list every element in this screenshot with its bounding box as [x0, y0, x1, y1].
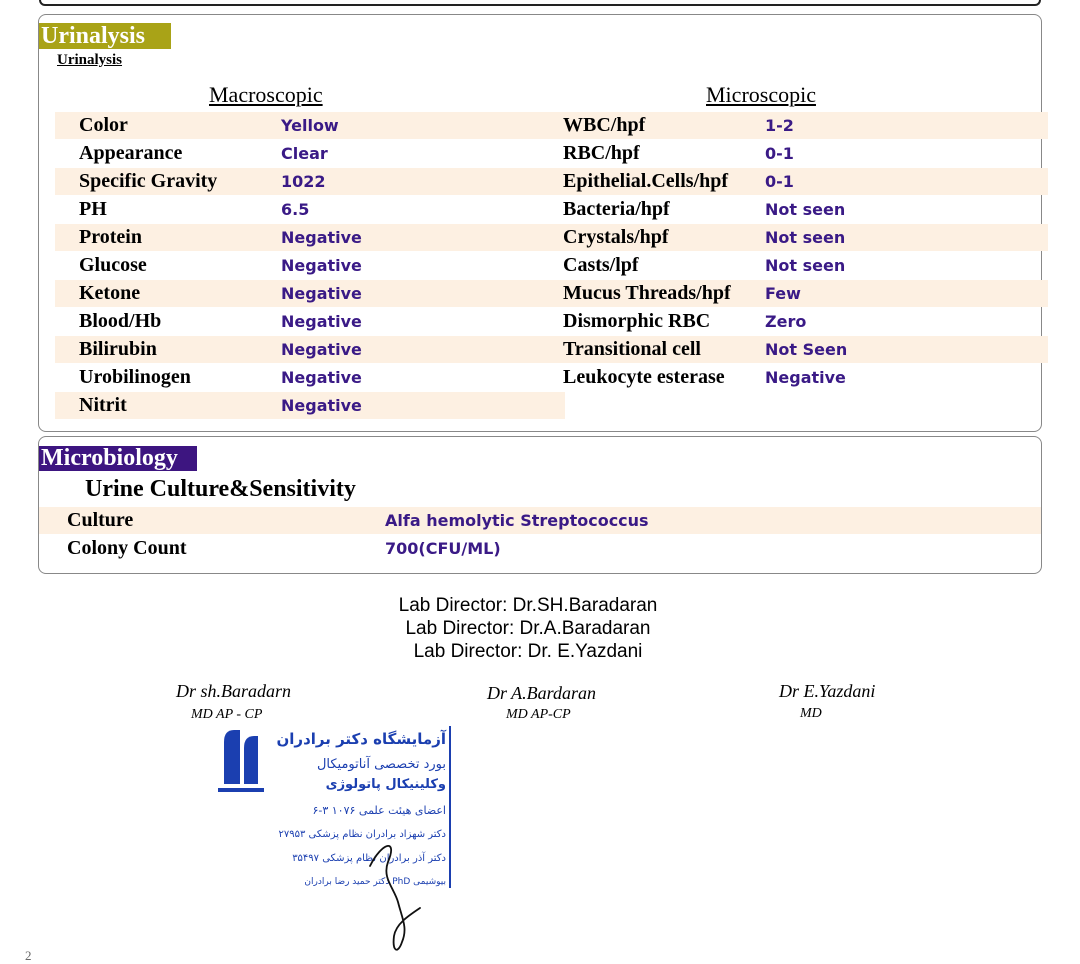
test-value: Zero — [765, 312, 807, 331]
signer-degree: MD — [800, 706, 822, 721]
macroscopic-row — [55, 280, 565, 307]
test-label: Crystals/hpf — [563, 226, 669, 248]
test-label: Appearance — [79, 142, 183, 164]
lab-director-line: Lab Director: Dr.A.Baradaran — [405, 618, 651, 639]
signer-degree: MD AP - CP — [191, 707, 263, 722]
test-label: Specific Gravity — [79, 170, 218, 192]
urinalysis-section-title: Urinalysis — [39, 23, 171, 49]
macroscopic-row — [55, 140, 565, 167]
urinalysis-panel — [38, 14, 1042, 432]
microscopic-row — [563, 224, 1048, 251]
test-value: Negative — [765, 368, 846, 387]
microbiology-panel — [38, 436, 1042, 574]
macroscopic-row — [55, 112, 565, 139]
test-label: Dismorphic RBC — [563, 310, 711, 332]
microscopic-row — [563, 364, 1048, 391]
stamp-line: آزمایشگاه دکتر برادران — [276, 730, 446, 748]
test-value: Not seen — [765, 256, 846, 275]
test-label: Glucose — [79, 254, 147, 276]
microscopic-row — [563, 112, 1048, 139]
test-value: Clear — [281, 144, 328, 163]
signer-name: Dr E.Yazdani — [779, 681, 876, 701]
test-label: Mucus Threads/hpf — [563, 282, 731, 304]
handwritten-signature — [368, 832, 438, 960]
test-value: 1022 — [281, 172, 326, 191]
signer-name: Dr A.Bardaran — [487, 683, 597, 703]
macroscopic-row — [55, 392, 565, 419]
test-label: Bilirubin — [79, 338, 157, 360]
test-value: Negative — [281, 368, 362, 387]
stamp-logo — [218, 730, 264, 792]
culture-test-title: Urine Culture&Sensitivity — [85, 476, 356, 502]
stamp-line: دکتر آذر برادران نظام پزشکی ۳۵۴۹۷ — [292, 853, 446, 864]
microscopic-row — [563, 336, 1048, 363]
culture-value: Alfa hemolytic Streptococcus — [385, 511, 649, 530]
test-label: Leukocyte esterase — [563, 366, 725, 388]
test-label: WBC/hpf — [563, 114, 646, 136]
colony-count-row — [39, 535, 1041, 562]
test-value: 0-1 — [765, 172, 794, 191]
microbiology-section-title: Microbiology — [39, 446, 197, 471]
test-label: Ketone — [79, 282, 141, 304]
test-value: Few — [765, 284, 801, 303]
macroscopic-row — [55, 168, 565, 195]
test-label: Epithelial.Cells/hpf — [563, 170, 729, 192]
test-label: Casts/lpf — [563, 254, 639, 276]
test-value: Negative — [281, 284, 362, 303]
test-label: Transitional cell — [563, 338, 701, 360]
stamp-line: بورد تخصصی آناتومیکال — [316, 757, 446, 772]
test-value: Not seen — [765, 200, 846, 219]
microscopic-row — [563, 252, 1048, 279]
macroscopic-row — [55, 252, 565, 279]
test-value: Negative — [281, 312, 362, 331]
test-label: Urobilinogen — [79, 366, 191, 388]
stamp-line: اعضای هیئت علمی ۱۰۷۶ ۳-۶ — [312, 804, 446, 817]
microscopic-row — [563, 308, 1048, 335]
test-value: 0-1 — [765, 144, 794, 163]
macroscopic-heading: Macroscopic — [209, 82, 323, 107]
test-value: Negative — [281, 396, 362, 415]
stamp-line: دکتر شهزاد برادران نظام پزشکی ۲۷۹۵۳ — [278, 829, 446, 840]
test-value: Negative — [281, 256, 362, 275]
stamp-line: دکتر حمید رضا برادران PhD بیوشیمی — [304, 877, 446, 887]
test-value: Yellow — [281, 116, 339, 135]
culture-label: Culture — [67, 509, 134, 531]
microscopic-row — [563, 140, 1048, 167]
macroscopic-row — [55, 224, 565, 251]
colony-count-label: Colony Count — [67, 537, 187, 559]
urinalysis-subtitle: Urinalysis — [57, 52, 123, 68]
test-label: PH — [79, 198, 107, 220]
test-label: Nitrit — [79, 394, 127, 416]
test-value: Negative — [281, 228, 362, 247]
page-number: 2 — [25, 948, 32, 963]
test-value: 1-2 — [765, 116, 794, 135]
test-label: Blood/Hb — [79, 310, 162, 332]
microscopic-row — [563, 196, 1048, 223]
macroscopic-row — [55, 336, 565, 363]
microscopic-row — [563, 168, 1048, 195]
test-value: Not seen — [765, 228, 846, 247]
microscopic-heading: Microscopic — [706, 82, 816, 107]
colony-count-value: 700(CFU/ML) — [385, 539, 501, 558]
macroscopic-row — [55, 364, 565, 391]
signer-degree: MD AP-CP — [506, 707, 571, 722]
signer-name: Dr sh.Baradarn — [176, 681, 292, 701]
macroscopic-row — [55, 196, 565, 223]
lab-director-line: Lab Director: Dr. E.Yazdani — [413, 641, 643, 662]
culture-row — [39, 507, 1041, 534]
top-border — [39, 0, 1041, 6]
test-label: RBC/hpf — [563, 142, 640, 164]
test-value: 6.5 — [281, 200, 310, 219]
test-label: Color — [79, 114, 128, 136]
stamp-line: وکلینیکال پاتولوژی — [325, 777, 446, 792]
test-value: Not Seen — [765, 340, 848, 359]
macroscopic-row — [55, 308, 565, 335]
lab-director-line: Lab Director: Dr.SH.Baradaran — [398, 595, 658, 616]
test-label: Bacteria/hpf — [563, 198, 670, 220]
microscopic-row — [563, 280, 1048, 307]
test-value: Negative — [281, 340, 362, 359]
test-label: Protein — [79, 226, 142, 248]
